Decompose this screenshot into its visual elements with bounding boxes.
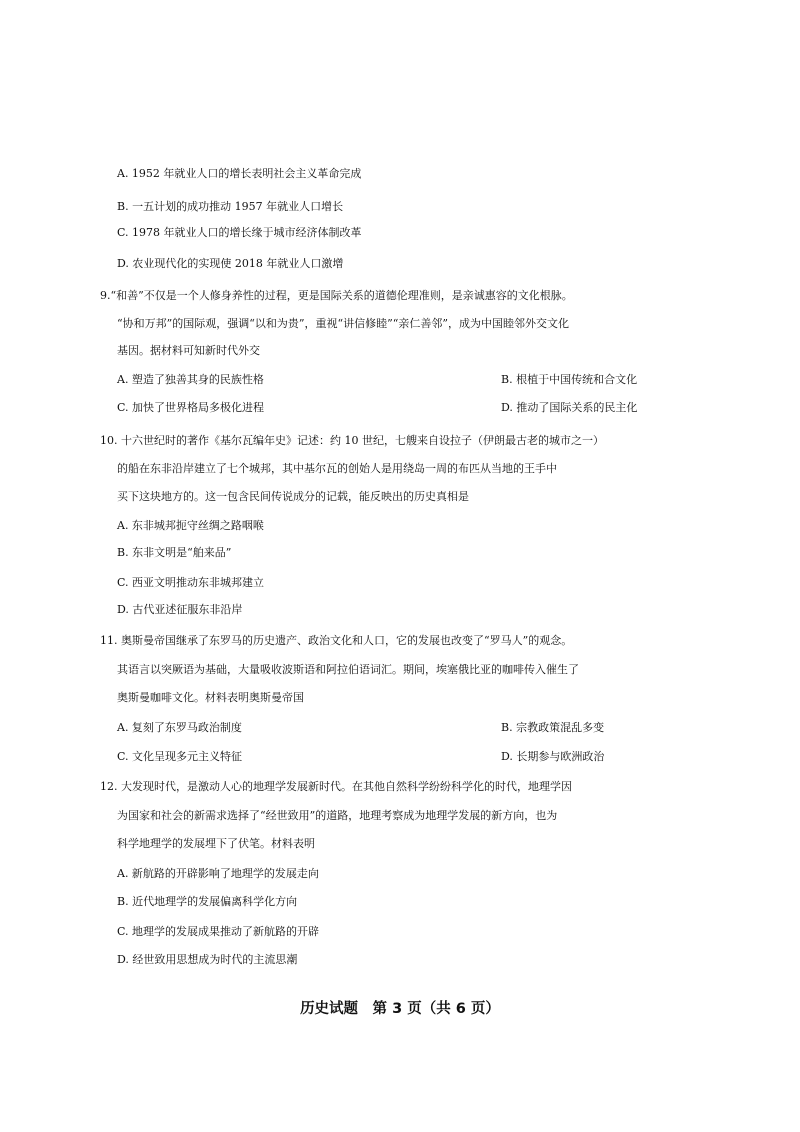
q10-option-c: C. 西亚文明推动东非城邦建立 (117, 576, 265, 589)
q12-option-d: D. 经世致用思想成为时代的主流思潮 (117, 953, 298, 966)
q9-option-a: A. 塑造了独善其身的民族性格 (117, 373, 264, 386)
q11-option-c: C. 文化呈现多元主义特征 (117, 750, 243, 763)
q10-option-d: D. 古代亚述征服东非沿岸 (117, 603, 243, 616)
q11-option-a: A. 复刻了东罗马政治制度 (117, 721, 242, 734)
q9-stem-line-1: 9.“和善”不仅是一个人修身养性的过程，更是国际关系的道德伦理准则，是亲诚惠容的文化根脉。 (100, 289, 573, 302)
q10-stem-line-1: 10. 十六世纪时的著作《基尔瓦编年史》记述：约 10 世纪，七艘来自设拉子（伊朗最古老的城市之一） (100, 434, 604, 447)
q9-option-d: D. 推动了国际关系的民主化 (501, 401, 638, 414)
q8-option-d: D. 农业现代化的实现使 2018 年就业人口激增 (117, 257, 344, 270)
q8-option-c: C. 1978 年就业人口的增长缘于城市经济体制改革 (117, 226, 362, 239)
q12-option-a: A. 新航路的开辟影响了地理学的发展走向 (117, 867, 319, 880)
q12-stem-line-1: 12. 大发现时代，是激动人心的地理学发展新时代。在其他自然科学纷纷科学化的时代，地理学因 (100, 780, 572, 793)
q9-options-row-2 (117, 398, 800, 418)
q11-stem-line-2: 其语言以突厥语为基础，大量吸收波斯语和阿拉伯语词汇。期间，埃塞俄比亚的咖啡传入催生了 (117, 663, 579, 676)
q9-options-row-1 (117, 370, 800, 390)
q10-stem-line-3: 买下这块地方的。这一包含民间传说成分的记载，能反映出的历史真相是 (117, 490, 469, 503)
q10-stem-line-2: 的船在东非沿岸建立了七个城邦，其中基尔瓦的创始人是用绕岛一周的布匹从当地的王手中 (117, 462, 557, 475)
q11-stem-line-3: 奥斯曼咖啡文化。材料表明奥斯曼帝国 (117, 691, 304, 704)
q9-option-c: C. 加快了世界格局多极化进程 (117, 401, 265, 414)
q11-stem-line-1: 11. 奥斯曼帝国继承了东罗马的历史遗产、政治文化和人口，它的发展也改变了“罗马人”的观念。 (100, 634, 573, 647)
q10-option-b: B. 东非文明是“舶来品” (117, 546, 232, 559)
q11-option-d: D. 长期参与欧洲政治 (501, 750, 605, 763)
q10-option-a: A. 东非城邦扼守丝绸之路咽喉 (117, 519, 264, 532)
q12-option-b: B. 近代地理学的发展偏离科学化方向 (117, 895, 298, 908)
q9-option-b: B. 根植于中国传统和合文化 (501, 373, 638, 386)
q9-stem-line-2: “协和万邦”的国际观，强调“以和为贵”，重视“讲信修睦”“亲仁善邻”，成为中国睦邻外交文化 (117, 317, 569, 330)
q12-stem-line-3: 科学地理学的发展埋下了伏笔。材料表明 (117, 837, 315, 850)
q11-options-row-2 (117, 747, 800, 767)
q11-options-row-1 (117, 718, 800, 738)
q12-stem-line-2: 为国家和社会的新需求选择了“经世致用”的道路，地理考察成为地理学发展的新方向，也为 (117, 809, 558, 822)
q9-stem-line-3: 基因。据材料可知新时代外交 (117, 344, 260, 357)
q12-option-c: C. 地理学的发展成果推动了新航路的开辟 (117, 925, 320, 938)
q8-option-a: A. 1952 年就业人口的增长表明社会主义革命完成 (117, 167, 362, 180)
q8-option-b: B. 一五计划的成功推动 1957 年就业人口增长 (117, 200, 344, 213)
q11-option-b: B. 宗教政策混乱多变 (501, 721, 605, 734)
page-footer: 历史试题 第 3 页（共 6 页） (300, 1001, 500, 1017)
